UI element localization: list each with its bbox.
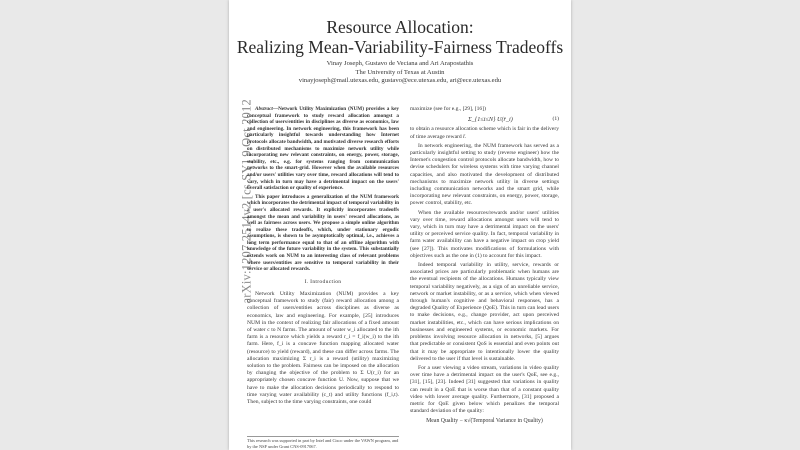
right-paragraph-4: For a user viewing a video stream, variations in video quality over time have a detrimental impact on the user's QoE, see e.g., [31], [15], [23]. Indeed [31] suggested that variations in quality can result in a QoE that is worse than that of a constant quality video with lower average quality. Furthermore, [31] proposed a metric for QoE given below which penalizes the temporal standard deviation of the quality: bbox=[410, 364, 559, 415]
paper-title-line1: Resource Allocation: bbox=[326, 17, 474, 37]
intro-paragraph-1: Network Utility Maximization (NUM) provides a key conceptual framework to study (fair) reward allocation among a collection of users/entities across disciplines as diverse as economics, law and engineering. For example, [25] introduces NUM in the context of realizing fair allocations of a fixed amount of water c to N farms. The amount of water w_i allocated to the ith farm is a resource which yields a reward r_i = f_i(w_i) to the ith farm. Here, f_i is a concave function mapping allocated water (resource) to yield (reward), and these can differ across farms. The allocation maximizing Σ r_i is a reward (utility) maximizing solution to the problem. Fairness can be imposed on the allocation by changing the objective of the problem to Σ U(r_i) for an appropriately chosen concave function U. Now, suppose that we have to make the allocation decisions periodically to respond to time varying water availability (c_t) and utility functions (f_i,t). Then, subject to the time varying constraints, one could bbox=[247, 291, 399, 406]
right-paragraph-2: When the available resources/rewards and/or users' utilities vary over time, reward allocations amongst users will tend to vary, which in turn may have a detrimental impact on the users' utility or perceived service quality. In fact, temporal variability in farm water availability can have a negative impact on crop yield (see [27]). This motivates modifications of formulations with objectives such as the one in (1) to account for this impact. bbox=[410, 209, 559, 259]
arxiv-identifier: arXiv:1207.2514v2 [cs.SY] 9 Oct 2012 bbox=[239, 99, 254, 304]
right-paragraph-0: to obtain a resource allocation scheme which is fair in the delivery of time average reward r̄. bbox=[410, 126, 559, 140]
author-block bbox=[229, 60, 571, 86]
authors: Vinay Joseph, Gustavo de Veciana and Ari Arapostathis bbox=[326, 60, 474, 67]
section-heading: I. Introduction bbox=[304, 278, 342, 285]
equation-formula: Σ_{1≤i≤N} U(r̄_i) bbox=[468, 116, 513, 124]
right-paragraph-1: In network engineering, the NUM framework has served as a particularly insightful setting to study (reverse engineer) how the Internet's congestion control protocols allocate bandwidth, how to devise schedulers for wireless systems with time varying channel capacities, and also motivated the development of distributed mechanisms to maximize network utility in diverse settings including communication networks and the smart grid, while incorporating new relevant constraints, on energy, power, storage, power control, stability, etc. bbox=[410, 142, 559, 207]
affiliation: The University of Texas at Austin bbox=[355, 68, 445, 76]
emails: vinayjoseph@mail.utexas.edu, gustavo@ece.utexas.edu, ari@ece.utexas.edu bbox=[298, 77, 502, 84]
right-column bbox=[410, 106, 559, 426]
right-paragraph-3: Indeed temporal variability in utility, service, rewards or associated prices are particularly problematic when humans are the eventual recipients of the allocations. Humans typically view temporal variability negatively, as a sign of an unreliable service, network or market instability, or as a service, which when viewed through human's cognitive and behavioral responses, has a degraded Quality of Experience (QoE). This in turn can lead users to make decisions, e.g., change provider, act upon perceived market instabilities, etc., which can have serious implications on businesses and engineered systems, or economic markets. For problems involving resource allocation in networks, [5] argues that predictable or consistent QoS is essential and even points out that it may be appropriate to intentionally lower the quality delivered to the user if that level is sustainable. bbox=[410, 262, 559, 362]
equation-qoe: Mean Quality − κ√(Temporal Variance in Quality) bbox=[426, 418, 543, 425]
footnote: This research was supported in part by Intel and Cisco under the VAWN program, and by the NSF under Grant CNS-0917067. bbox=[247, 438, 399, 449]
paper-title-line2: Realizing Mean-Variability-Fairness Tradeoffs bbox=[236, 37, 564, 57]
left-column bbox=[247, 106, 399, 408]
right-lead: maximize (see for e.g., [29], [16]) bbox=[410, 106, 486, 112]
paper-page bbox=[229, 0, 571, 450]
abstract-paragraph-1: —Network Utility Maximization (NUM) provides a key conceptual framework to study reward allocation amongst a collection of users/entities in disciplines as diverse as economics, law and engineering. In network engineering, this framework has been particularly insightful towards understanding how Internet protocols allocate bandwidth, and motivated diverse research efforts on distributed mechanisms to maximize network utility while incorporating new relevant constraints, on energy, power, storage, stability, etc., e.g. for systems ranging from communication networks to the smart-grid. However when the available resources and/or users' utilities vary over time, reward allocations will tend to vary, which in turn may have a detrimental impact on the users' overall satisfaction or quality of experience. bbox=[247, 106, 399, 192]
abstract bbox=[247, 106, 399, 273]
abstract-paragraph-2: This paper introduces a generalization of the NUM framework which incorporates the detrimental impact of temporal variability in a user's allocated rewards. It explicitly incorporates tradeoffs amongst the mean and variability in users' reward allocations, as well as fairness across users. We propose a simple online algorithm to realize these tradeoffs, which, under stationary ergodic assumptions, is shown to be asymptotically optimal, i.e., achieves a long term performance equal to that of an offline algorithm with knowledge of the future variability in the system. This substantially extends work on NUM to an interesting class of relevant problems where users/entities are sensitive to temporal variability in their service or allocated rewards. bbox=[247, 193, 399, 273]
equation-1 bbox=[410, 116, 559, 123]
equation-number: (1) bbox=[552, 116, 559, 123]
abstract-label: Abstract bbox=[255, 106, 273, 112]
